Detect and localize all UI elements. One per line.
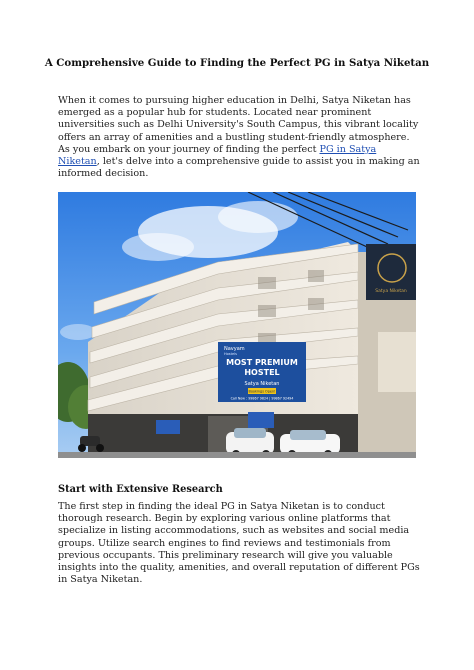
banner-line-3: Satya Niketan (244, 381, 280, 387)
document-title: A Comprehensive Guide to Finding the Perfect PG in Satya Niketan (44, 57, 430, 69)
banner-phone: Call Now : 99867 9824 | 99867 92494 (230, 396, 294, 401)
intro-text-before: When it comes to pursuing higher education in Delhi, Satya Niketan has emerged as a popular hub for students. Located near prominent universities such as Delhi University's South Campus, this vibrant locality offers an array of amenities and a bustling student-friendly atmosphere. As you embark on your journey of finding the perfect (58, 95, 419, 155)
section-paragraph: The first step in finding the ideal PG in Satya Niketan is to conduct thorough research. Begin by exploring various online platforms that specialize in listing accommodations, such as websites and social media groups. Utilize search engines to find reviews and testimonials from previous occupants. This preliminary research will give you valuable insights into the quality, amenities, and overall reputation of different PGs in Satya Niketan. (58, 501, 420, 586)
banner-line-2: HOSTEL (244, 368, 280, 377)
pg-satya-niketan-link[interactable]: PG in Satya Niketan (58, 143, 377, 168)
section-heading: Start with Extensive Research (58, 484, 223, 495)
banner-line-1: MOST PREMIUM (226, 358, 298, 367)
banner-brand: Navyam (224, 346, 245, 352)
intro-paragraph (58, 95, 420, 180)
banner-sub: Hostels (224, 352, 237, 356)
side-sign-text: Satya Niketan (375, 289, 407, 294)
banner-tag: Bookings Open! (248, 389, 276, 394)
hostel-building-photo (58, 192, 416, 458)
intro-text-after: , let's delve into a comprehensive guide to assist you in making an informed decision. (58, 156, 420, 180)
